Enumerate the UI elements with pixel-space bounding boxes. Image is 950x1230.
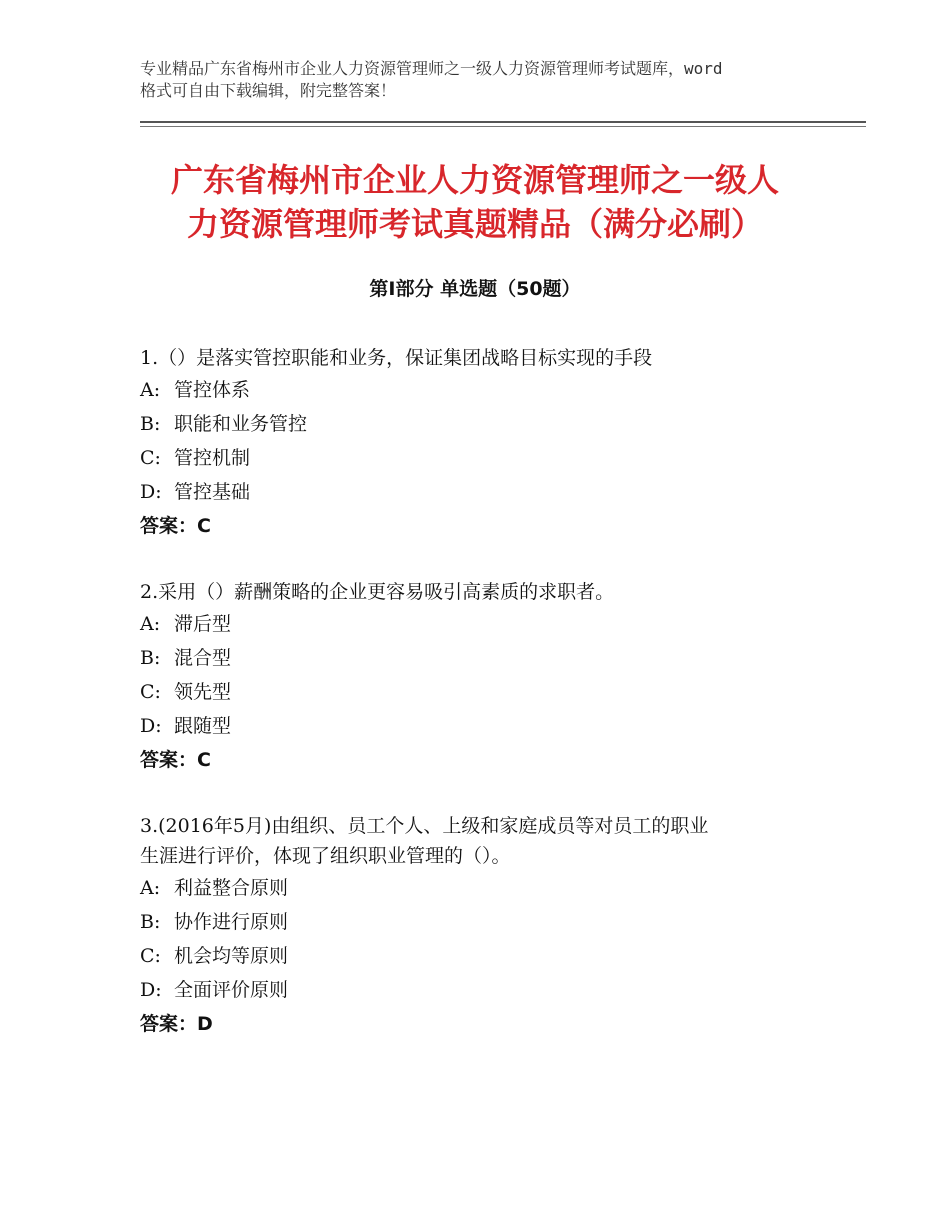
- option-text: 管控机制: [174, 447, 251, 469]
- header-divider-thin: [140, 126, 866, 127]
- option-letter: B:: [140, 911, 161, 933]
- option-b: [140, 905, 840, 939]
- option-text: 全面评价原则: [174, 979, 289, 1001]
- question-stem-line: 1.（）是落实管控职能和业务，保证集团战略目标实现的手段: [140, 347, 653, 369]
- option-c: [140, 939, 840, 973]
- section-title: 第Ⅰ部分 单选题（50题）: [369, 278, 581, 300]
- answer: 答案：C: [140, 515, 211, 537]
- option-text: 管控基础: [174, 481, 251, 503]
- option-a: [140, 373, 840, 407]
- option-d: [140, 475, 840, 509]
- header-divider-thick: [140, 121, 866, 123]
- question-3: [140, 811, 840, 1041]
- option-text: 管控体系: [174, 379, 251, 401]
- option-letter: C:: [140, 447, 161, 469]
- option-b: [140, 407, 840, 441]
- option-letter: C:: [140, 681, 161, 703]
- answer: 答案：C: [140, 749, 211, 771]
- option-text: 跟随型: [174, 715, 232, 737]
- option-text: 滞后型: [174, 613, 232, 635]
- question-stem: [140, 343, 840, 373]
- option-a: [140, 607, 840, 641]
- option-letter: B:: [140, 647, 161, 669]
- question-stem-line: 2.采用（）薪酬策略的企业更容易吸引高素质的求职者。: [140, 581, 615, 603]
- question-stem-line: 3.(2016年5月)由组织、员工个人、上级和家庭成员等对员工的职业: [140, 815, 709, 837]
- option-letter: C:: [140, 945, 161, 967]
- question-stem: [140, 811, 840, 871]
- option-letter: D:: [140, 979, 162, 1001]
- option-b: [140, 641, 840, 675]
- header-note-line-1: 专业精品广东省梅州市企业人力资源管理师之一级人力资源管理师考试题库，word: [140, 59, 723, 78]
- answer: 答案：D: [140, 1013, 213, 1035]
- header-note-line-2: 格式可自由下载编辑，附完整答案！: [140, 81, 397, 100]
- question-stem: [140, 577, 840, 607]
- document-title: [100, 158, 850, 246]
- option-text: 利益整合原则: [174, 877, 289, 899]
- question-2: [140, 577, 840, 777]
- option-text: 协作进行原则: [174, 911, 289, 933]
- option-letter: D:: [140, 715, 162, 737]
- option-letter: A:: [140, 613, 161, 635]
- option-text: 机会均等原则: [174, 945, 289, 967]
- option-text: 职能和业务管控: [174, 413, 308, 435]
- option-letter: A:: [140, 379, 161, 401]
- option-text: 领先型: [174, 681, 232, 703]
- option-c: [140, 441, 840, 475]
- option-d: [140, 709, 840, 743]
- option-text: 混合型: [174, 647, 232, 669]
- title-line-2: 力资源管理师考试真题精品（满分必刷）: [186, 205, 763, 243]
- option-a: [140, 871, 840, 905]
- option-letter: B:: [140, 413, 161, 435]
- option-c: [140, 675, 840, 709]
- question-1: [140, 343, 840, 543]
- question-list: [140, 343, 840, 1075]
- header-note: [140, 58, 840, 102]
- option-letter: A:: [140, 877, 161, 899]
- title-line-1: 广东省梅州市企业人力资源管理师之一级人: [170, 161, 779, 199]
- option-letter: D:: [140, 481, 162, 503]
- option-d: [140, 973, 840, 1007]
- question-stem-line: 生涯进行评价，体现了组织职业管理的（）。: [140, 845, 511, 867]
